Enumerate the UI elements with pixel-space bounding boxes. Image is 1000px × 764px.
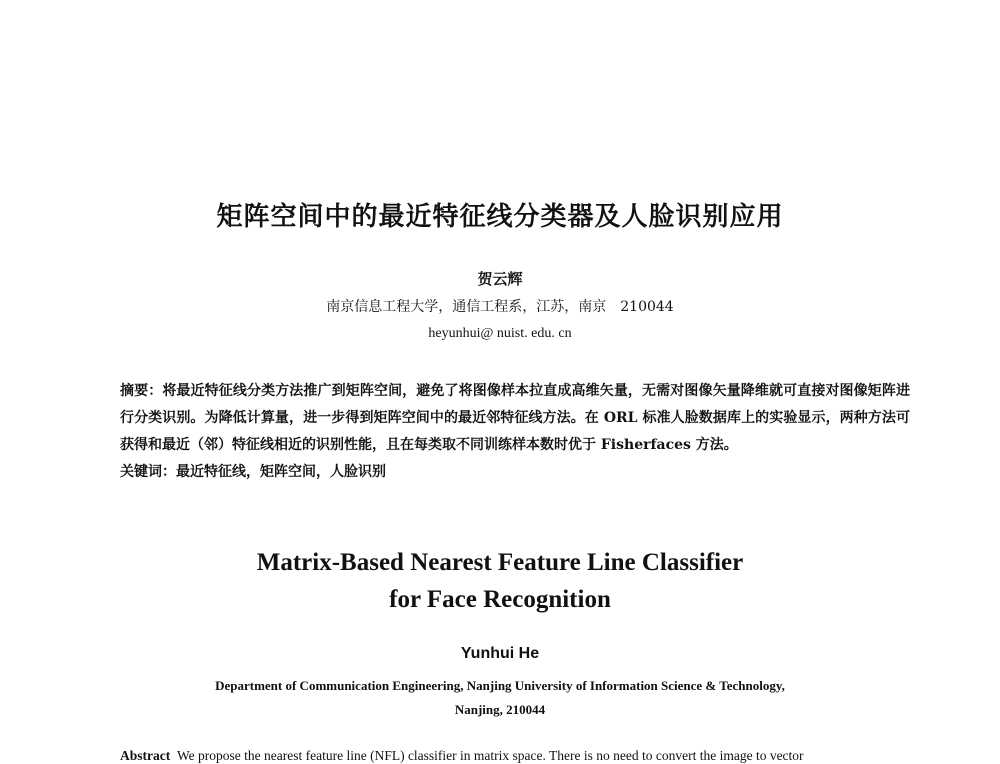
chinese-affiliation: 南京信息工程大学，通信工程系，江苏，南京 210044: [326, 299, 674, 315]
english-affiliation-line-2: Nanjing, 210044: [454, 702, 546, 717]
chinese-author: 贺云辉: [477, 270, 523, 288]
chinese-keywords-label: 关键词：: [120, 464, 176, 480]
english-title-line-1: Matrix-Based Nearest Feature Line Classifier: [256, 549, 744, 576]
english-author: Yunhui He: [460, 645, 540, 662]
chinese-abstract: [120, 378, 910, 459]
chinese-abstract-block: [120, 378, 910, 486]
english-abstract-label: Abstract: [120, 748, 171, 763]
chinese-title: 矩阵空间中的最近特征线分类器及人脸识别应用: [216, 202, 784, 232]
english-title-line-2: for Face Recognition: [389, 586, 611, 613]
chinese-keywords: [120, 459, 910, 486]
author-email: heyunhui@ nuist. edu. cn: [428, 326, 572, 341]
chinese-keywords-text: 最近特征线，矩阵空间，人脸识别: [176, 464, 386, 480]
english-title: [0, 544, 1000, 618]
english-abstract: [120, 748, 910, 764]
chinese-abstract-label: 摘要：: [120, 383, 163, 399]
chinese-abstract-text: 将最近特征线分类方法推广到矩阵空间，避免了将图像样本拉直成高维矢量，无需对图像矢量降维就可直接对图像矩阵进行分类识别。为降低计算量，进一步得到矩阵空间中的最近邻特征线方法。在 ORL 标准人脸数据库上的实验显示，两种方法可获得和最近（邻）特征线相近的识别性能，且在每类取不同训练样本数时优于 Fisherfaces 方法。: [120, 383, 910, 453]
english-abstract-text: We propose the nearest feature line (NFL) classifier in matrix space. There is no need to convert the image to vector: [177, 748, 804, 763]
english-affiliation-line-1: Department of Communication Engineering, Nanjing University of Information Science & Technology,: [215, 678, 785, 693]
english-affiliation: [0, 674, 1000, 722]
